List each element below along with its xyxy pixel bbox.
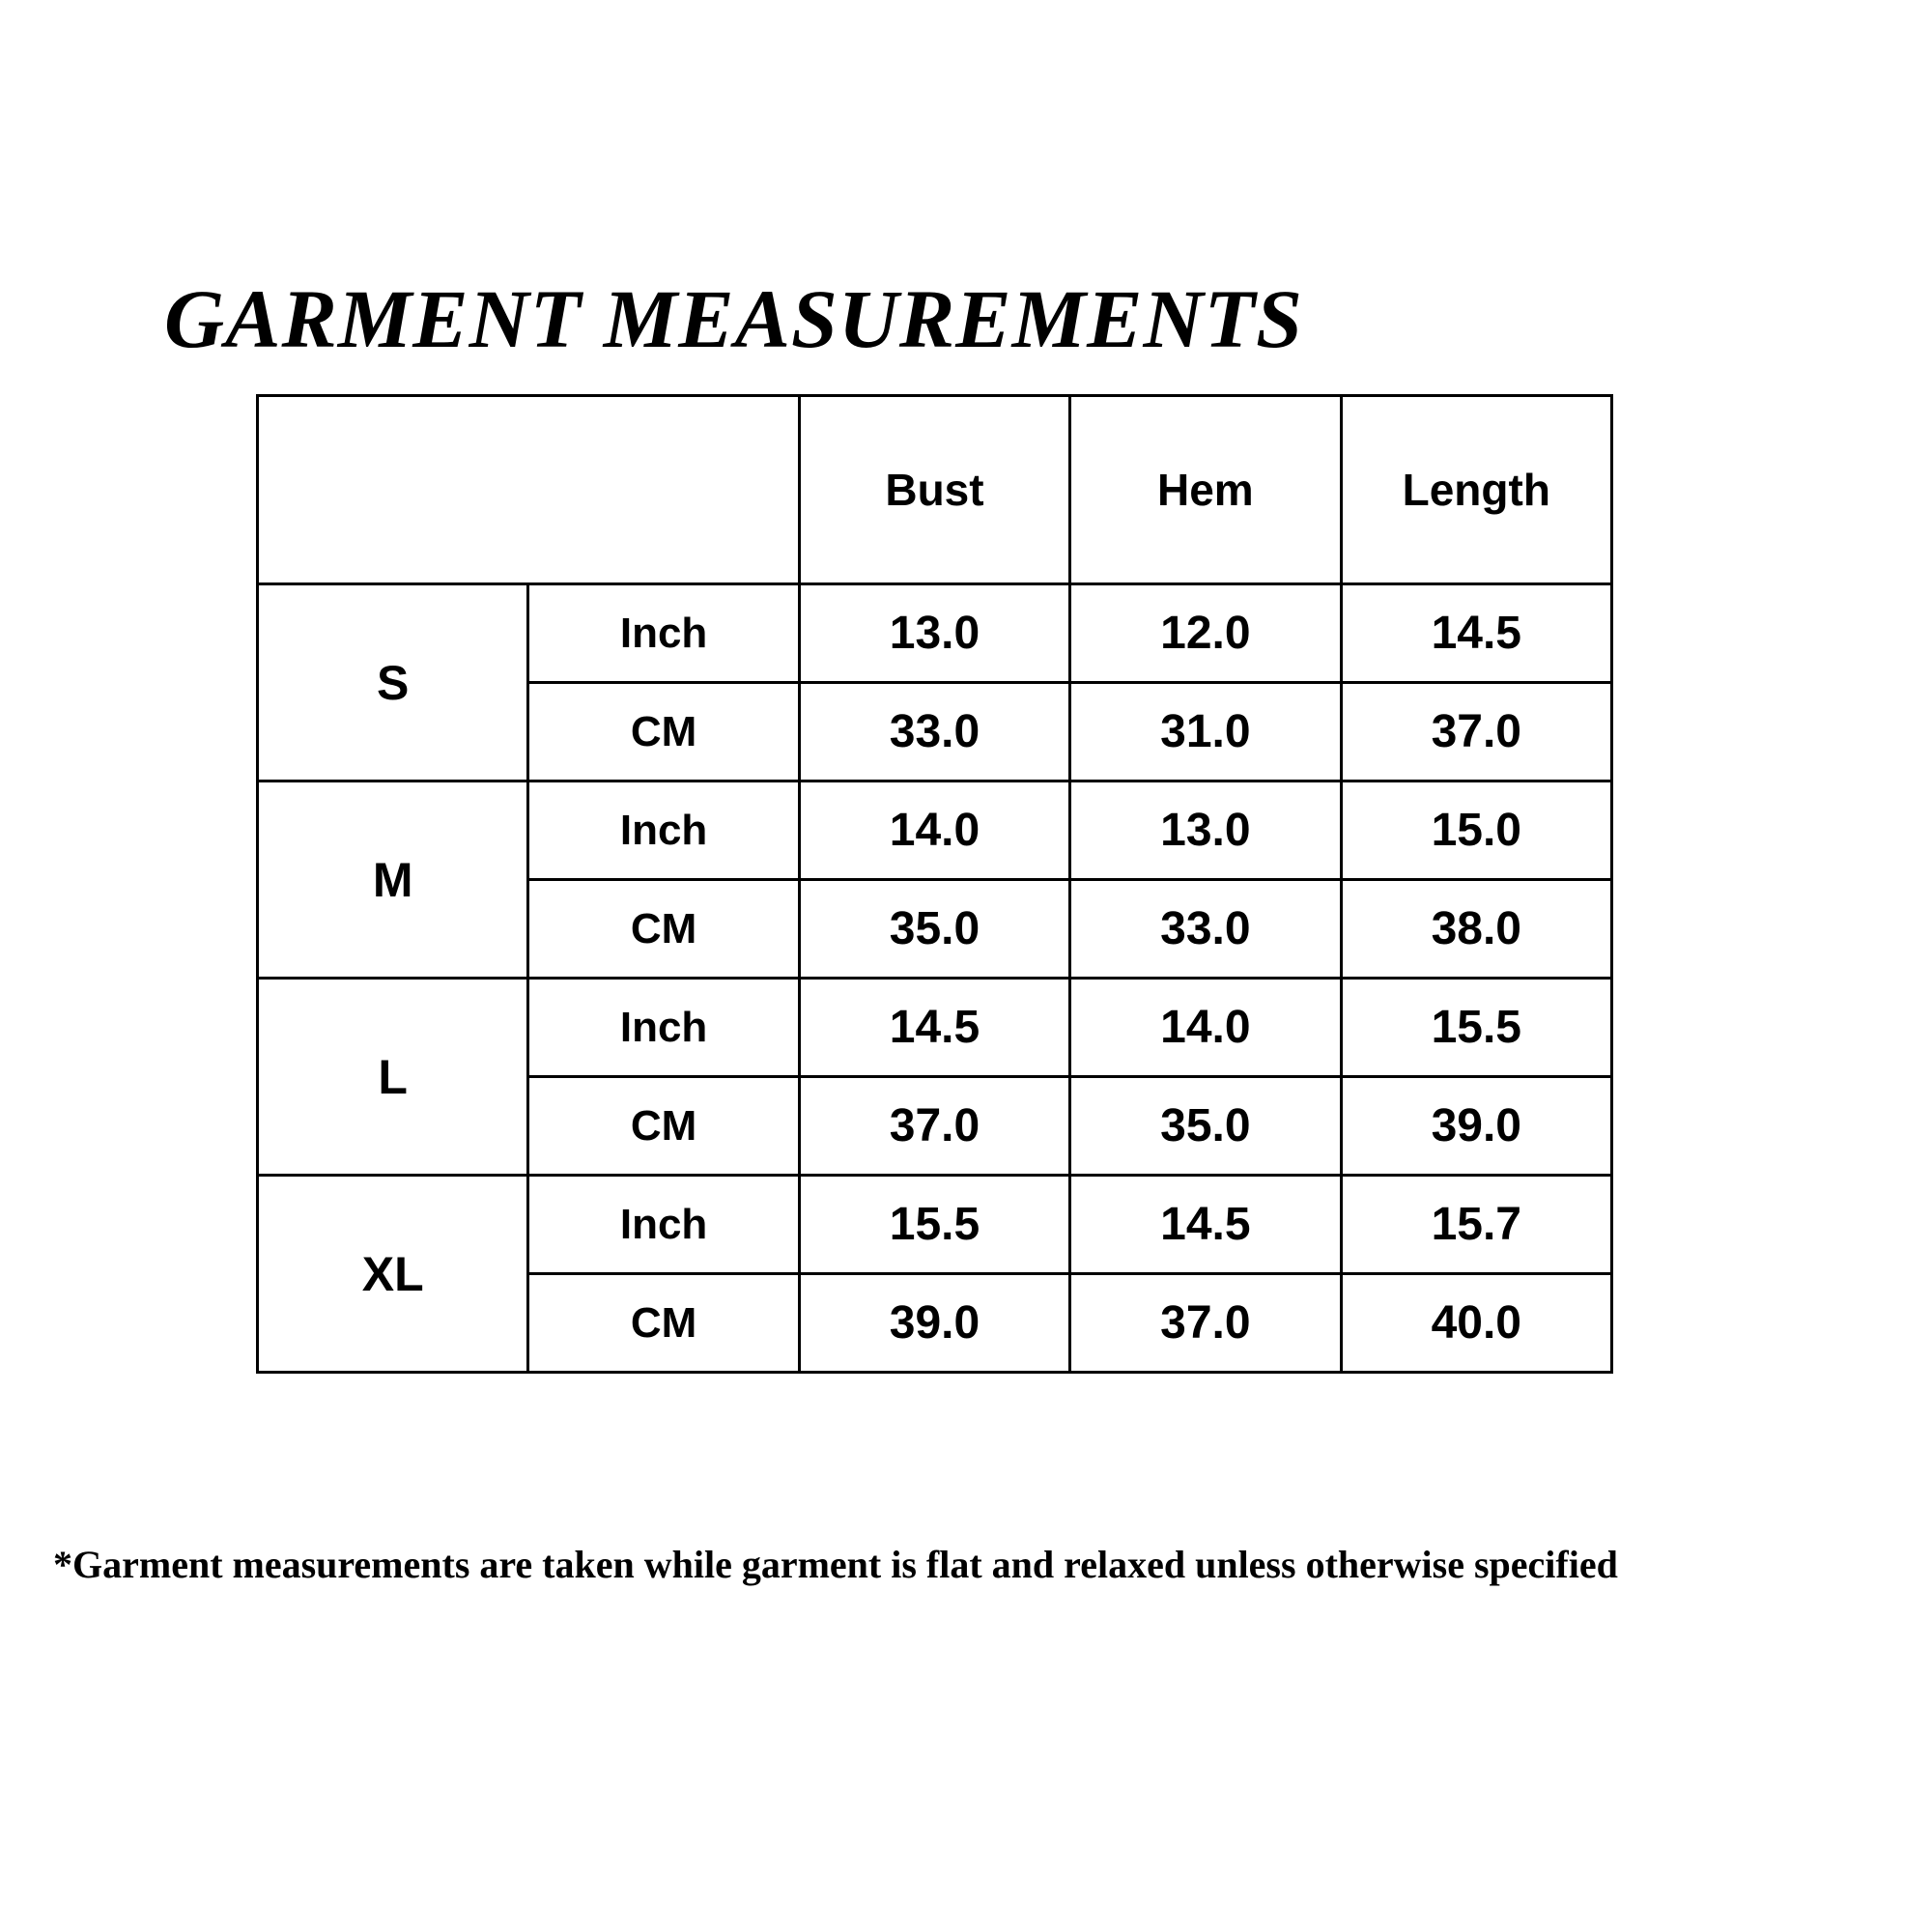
value-xl-inch-bust: 15.5: [799, 1176, 1069, 1274]
page-title: GARMENT MEASUREMENTS: [164, 272, 1303, 365]
value-l-cm-bust: 37.0: [799, 1077, 1069, 1176]
value-l-inch-bust: 14.5: [799, 979, 1069, 1077]
unit-header-cell: [258, 396, 800, 584]
measurements-table-container: [256, 394, 1613, 1374]
column-header-bust: Bust: [799, 396, 1069, 584]
unit-cell-s-inch: Inch: [528, 584, 799, 683]
value-xl-cm-hem: 37.0: [1070, 1274, 1341, 1373]
value-xl-cm-bust: 39.0: [799, 1274, 1069, 1373]
footnote-text: *Garment measurements are taken while garment is flat and relaxed unless otherwise specified: [53, 1543, 1618, 1586]
unit-label: Unit:: [412, 465, 515, 515]
unit-cell-l-inch: Inch: [528, 979, 799, 1077]
value-m-inch-length: 15.0: [1341, 781, 1611, 880]
size-label-xl: XL: [258, 1176, 528, 1373]
value-xl-cm-length: 40.0: [1341, 1274, 1611, 1373]
measurements-table: [256, 394, 1613, 1374]
unit-cell-l-cm: CM: [528, 1077, 799, 1176]
value-l-inch-length: 15.5: [1341, 979, 1611, 1077]
value-l-inch-hem: 14.0: [1070, 979, 1341, 1077]
column-header-length: Length: [1341, 396, 1611, 584]
table-row: [258, 979, 1612, 1077]
size-label-l: L: [258, 979, 528, 1176]
value-s-cm-bust: 33.0: [799, 683, 1069, 781]
value-m-cm-bust: 35.0: [799, 880, 1069, 979]
value-xl-inch-length: 15.7: [1341, 1176, 1611, 1274]
table-row: [258, 584, 1612, 683]
value-l-cm-hem: 35.0: [1070, 1077, 1341, 1176]
unit-cell-m-inch: Inch: [528, 781, 799, 880]
value-m-inch-hem: 13.0: [1070, 781, 1341, 880]
value-xl-inch-hem: 14.5: [1070, 1176, 1341, 1274]
size-label-s: S: [258, 584, 528, 781]
value-s-cm-hem: 31.0: [1070, 683, 1341, 781]
table-header-row: [258, 396, 1612, 584]
table-row: [258, 781, 1612, 880]
unit-numerator: Inch: [539, 437, 632, 488]
value-s-inch-bust: 13.0: [799, 584, 1069, 683]
value-s-inch-length: 14.5: [1341, 584, 1611, 683]
column-header-hem: Hem: [1070, 396, 1341, 584]
size-label-m: M: [258, 781, 528, 979]
table-row: [258, 1176, 1612, 1274]
unit-denominator: CM: [551, 492, 621, 542]
unit-cell-s-cm: CM: [528, 683, 799, 781]
value-m-cm-length: 38.0: [1341, 880, 1611, 979]
unit-fraction: [527, 437, 643, 542]
value-m-cm-hem: 33.0: [1070, 880, 1341, 979]
unit-cell-m-cm: CM: [528, 880, 799, 979]
value-l-cm-length: 39.0: [1341, 1077, 1611, 1176]
value-m-inch-bust: 14.0: [799, 781, 1069, 880]
value-s-inch-hem: 12.0: [1070, 584, 1341, 683]
value-s-cm-length: 37.0: [1341, 683, 1611, 781]
unit-cell-xl-cm: CM: [528, 1274, 799, 1373]
unit-cell-xl-inch: Inch: [528, 1176, 799, 1274]
